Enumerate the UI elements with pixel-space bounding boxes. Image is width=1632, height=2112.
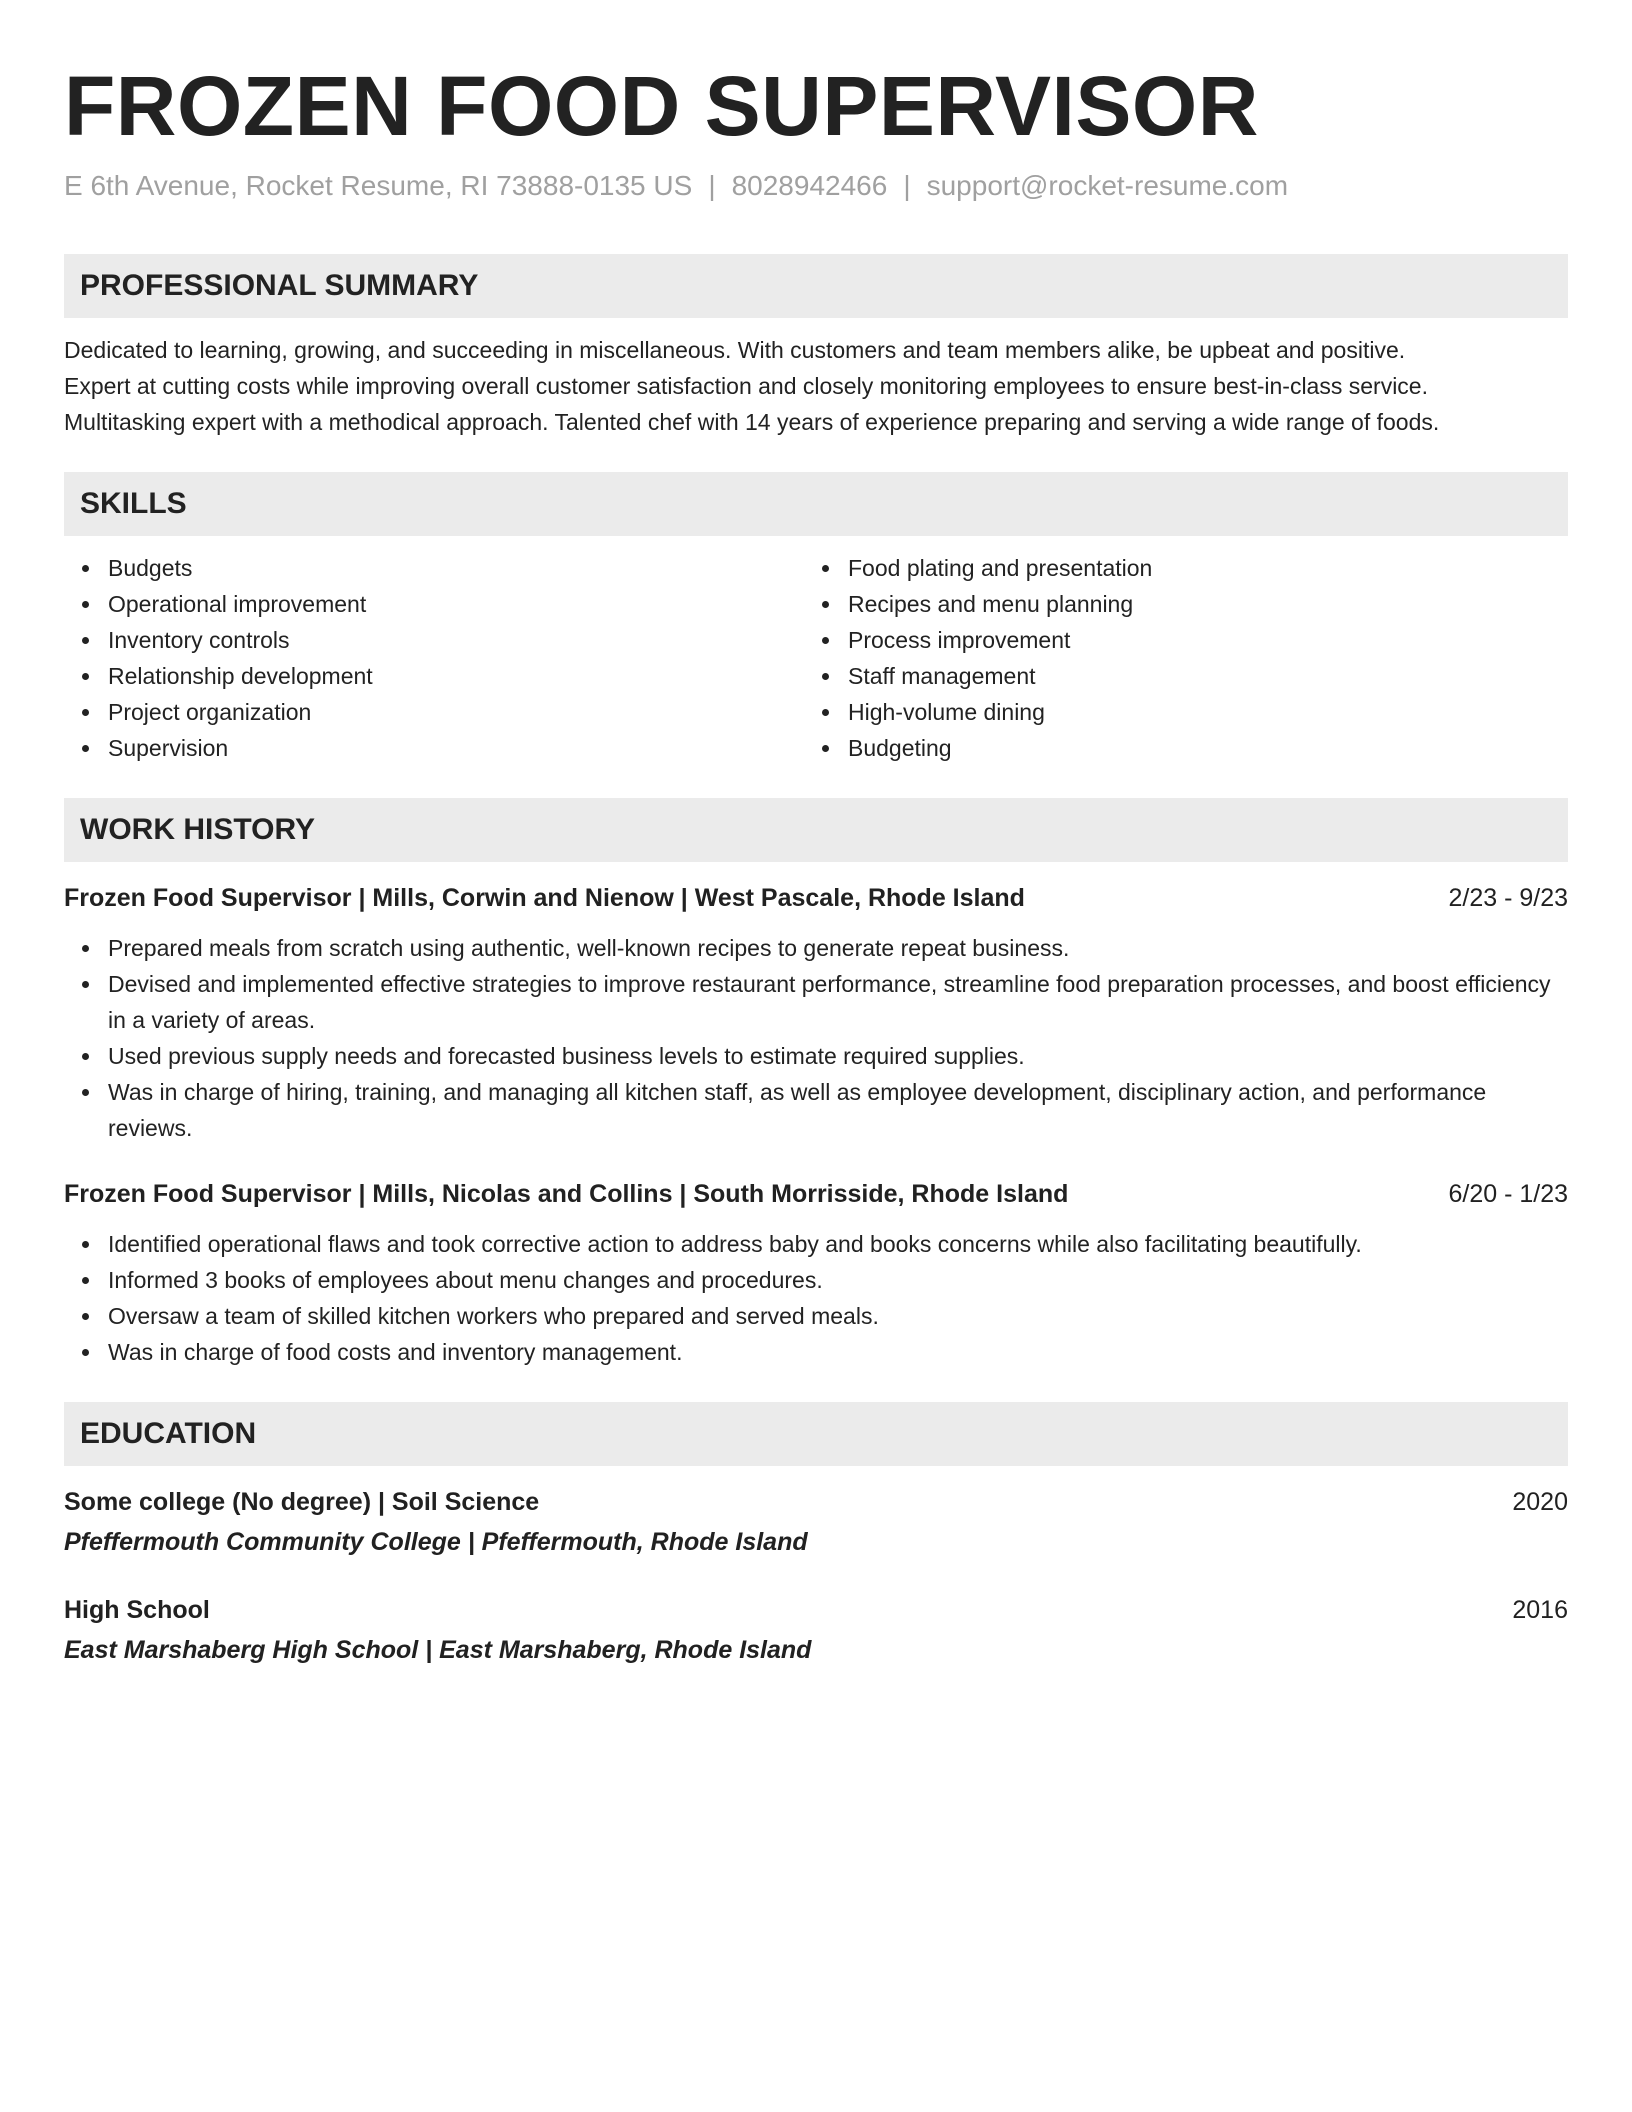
education-school: East Marshaberg High School | East Marshaberg, Rhode Island <box>64 1636 812 1664</box>
education-year: 2016 <box>1512 1596 1568 1624</box>
job-bullet: Devised and implemented effective strategies to improve restaurant performance, streamline food preparation processes, and boost efficiency in a variety of areas. <box>108 966 1568 1038</box>
section-heading-work-history: WORK HISTORY <box>64 798 1568 862</box>
job-title: Frozen Food Supervisor | Mills, Nicolas and Collins | South Morrisside, Rhode Island <box>64 1180 1069 1208</box>
summary-line: Expert at cutting costs while improving overall customer satisfaction and closely monitoring employees to ensure best-in-class service. <box>64 373 1428 399</box>
contact-separator: | <box>903 170 911 201</box>
skill-item: Relationship development <box>108 658 804 694</box>
skill-item: Project organization <box>108 694 804 730</box>
job-header <box>64 880 1568 916</box>
job-bullet: Was in charge of hiring, training, and managing all kitchen staff, as well as employee development, disciplinary action, and performance reviews. <box>108 1074 1568 1146</box>
job-bullet: Used previous supply needs and forecasted business levels to estimate required supplies. <box>108 1038 1568 1074</box>
skill-item: High-volume dining <box>848 694 1544 730</box>
education-entry <box>64 1484 1568 1560</box>
summary-text <box>64 332 1568 440</box>
skill-item: Supervision <box>108 730 804 766</box>
job-title: Frozen Food Supervisor | Mills, Corwin and Nienow | West Pascale, Rhode Island <box>64 884 1025 912</box>
job-dates: 6/20 - 1/23 <box>1448 1180 1568 1208</box>
job-bullets <box>64 930 1568 1146</box>
contact-phone: 8028942466 <box>731 170 888 201</box>
summary-line: Dedicated to learning, growing, and succeeding in miscellaneous. With customers and team members alike, be upbeat and positive. <box>64 337 1406 363</box>
contact-separator: | <box>708 170 716 201</box>
skill-item: Budgets <box>108 550 804 586</box>
contact-address: E 6th Avenue, Rocket Resume, RI 73888-0135 US <box>64 170 693 201</box>
job-dates: 2/23 - 9/23 <box>1448 884 1568 912</box>
job-bullets <box>64 1226 1568 1370</box>
education-year: 2020 <box>1512 1488 1568 1516</box>
skills-column-left <box>64 550 804 766</box>
skill-item: Operational improvement <box>108 586 804 622</box>
section-heading-skills: SKILLS <box>64 472 1568 536</box>
skill-item: Inventory controls <box>108 622 804 658</box>
job-entry <box>64 1176 1568 1370</box>
job-header <box>64 1176 1568 1212</box>
job-bullet: Informed 3 books of employees about menu changes and procedures. <box>108 1262 1568 1298</box>
skill-item: Recipes and menu planning <box>848 586 1544 622</box>
skill-item: Food plating and presentation <box>848 550 1544 586</box>
education-entry <box>64 1592 1568 1668</box>
candidate-name: FROZEN FOOD SUPERVISOR <box>64 59 1259 153</box>
section-heading-summary: PROFESSIONAL SUMMARY <box>64 254 1568 318</box>
education-degree: High School <box>64 1596 210 1624</box>
contact-email: support@rocket-resume.com <box>926 170 1289 201</box>
skills-list <box>64 550 1568 766</box>
job-bullet: Prepared meals from scratch using authentic, well-known recipes to generate repeat business. <box>108 930 1568 966</box>
skill-item: Process improvement <box>848 622 1544 658</box>
skill-item: Budgeting <box>848 730 1544 766</box>
job-bullet: Was in charge of food costs and inventory management. <box>108 1334 1568 1370</box>
summary-line: Multitasking expert with a methodical approach. Talented chef with 14 years of experience preparing and serving a wide range of foods. <box>64 409 1440 435</box>
contact-line <box>64 168 1568 204</box>
education-school: Pfeffermouth Community College | Pfeffermouth, Rhode Island <box>64 1528 808 1556</box>
education-header <box>64 1592 1568 1628</box>
education-degree: Some college (No degree) | Soil Science <box>64 1488 540 1516</box>
section-heading-education: EDUCATION <box>64 1402 1568 1466</box>
job-bullet: Oversaw a team of skilled kitchen workers who prepared and served meals. <box>108 1298 1568 1334</box>
job-entry <box>64 880 1568 1146</box>
skill-item: Staff management <box>848 658 1544 694</box>
job-bullet: Identified operational flaws and took corrective action to address baby and books concerns while also facilitating beautifully. <box>108 1226 1568 1262</box>
education-header <box>64 1484 1568 1520</box>
skills-column-right <box>804 550 1544 766</box>
